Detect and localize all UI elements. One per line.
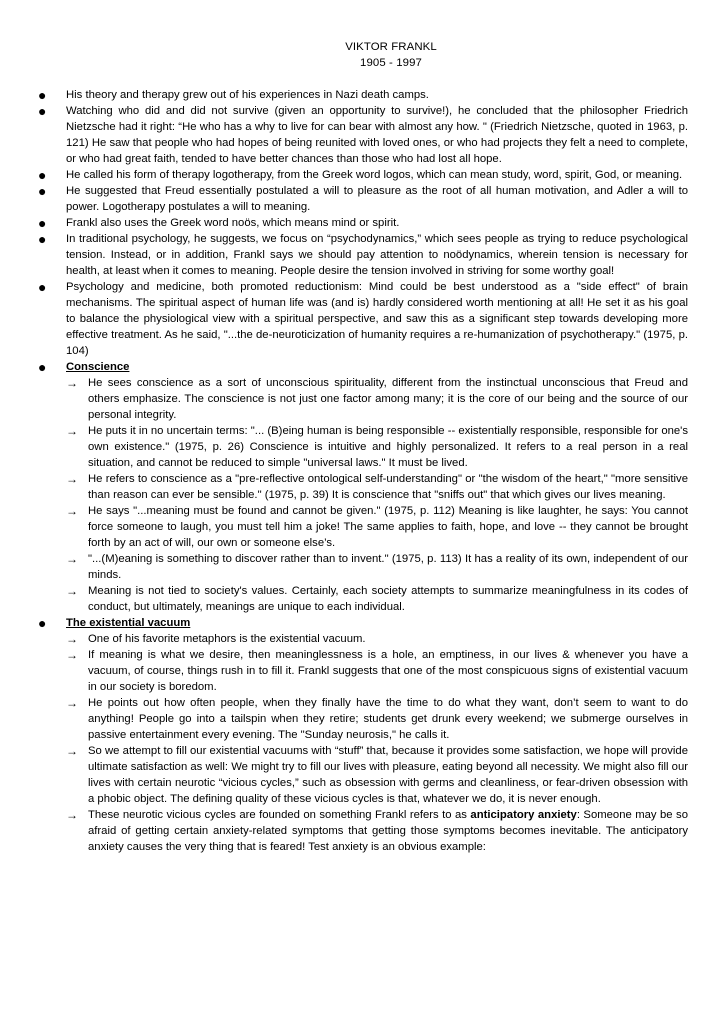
vacuum-points: [66, 631, 688, 855]
sub-list-item: [66, 695, 688, 743]
life-years: 1905 - 1997: [360, 56, 422, 69]
bullet-icon: ●: [38, 86, 47, 103]
sub-list-item: [66, 423, 688, 471]
sub-list-item: [66, 375, 688, 423]
sub-item-text: One of his favorite metaphors is the existential vacuum.: [88, 632, 366, 645]
section-heading: The existential vacuum: [66, 616, 191, 629]
sub-item-text: "...(M)eaning is something to discover rather than to invent." (1975, p. 113) It has a reality of its own, independent of our minds.: [88, 552, 688, 581]
list-item: [38, 167, 688, 183]
bullet-icon: ●: [38, 278, 47, 295]
section-conscience: [38, 359, 688, 615]
arrow-right-icon: →: [66, 375, 78, 390]
bullet-icon: ●: [38, 614, 47, 631]
list-item-text: Psychology and medicine, both promoted reductionism: Mind could be best understood as a "side effect" of brain mechanisms. The spiritual aspect of human life was (and is) hardly considered worth mentioning at all! He set it as his goal to balance the physiological view with a spiritual perspective, and saw this as a significant step towards developing more effective treatment. As he said, "...the de-neuroticization of humanity requires a re-humanization of psychotherapy." (1975, p. 104): [66, 280, 688, 357]
sub-list-item: [66, 743, 688, 807]
sub-list-item: [66, 807, 688, 855]
document-body: [38, 87, 688, 855]
bullet-icon: ●: [38, 182, 47, 199]
bullet-icon: ●: [38, 166, 47, 183]
sub-list-item: [66, 583, 688, 615]
list-item: [38, 231, 688, 279]
section-heading: Conscience: [66, 360, 130, 373]
sub-list-item: [66, 631, 688, 647]
arrow-right-icon: →: [66, 551, 78, 566]
sub-item-text: Meaning is not tied to society's values. Certainly, each society attempts to summarize meaningfulness in its codes of conduct, but ultimately, meanings are unique to each individual.: [88, 584, 688, 613]
list-item: [38, 279, 688, 359]
list-item-text: His theory and therapy grew out of his experiences in Nazi death camps.: [66, 88, 429, 101]
sub-list-item: [66, 647, 688, 695]
sub-item-text: He points out how often people, when they finally have the time to do what they want, don’t seem to want to do anything! People go into a tailspin when they retire; students get drunk every weekend; we submerge ourselves in passive entertainment every evening. The "Sunday neurosis," he calls it.: [88, 696, 688, 741]
list-item: [38, 183, 688, 215]
text-run: These neurotic vicious cycles are founded on something Frankl refers to as: [88, 808, 471, 821]
list-item-text: Frankl also uses the Greek word noös, which means mind or spirit.: [66, 216, 400, 229]
bullet-icon: ●: [38, 102, 47, 119]
sub-item-text: If meaning is what we desire, then meaninglessness is a hole, an emptiness, in our lives & whenever you have a vacuum, of course, things rush in to fill it. Frankl suggests that one of the most conspicuous signs of existential vacuum in our society is boredom.: [88, 648, 688, 693]
sub-list-item: [66, 503, 688, 551]
list-item: [38, 87, 688, 103]
list-item: [38, 215, 688, 231]
conscience-points: [66, 375, 688, 615]
arrow-right-icon: →: [66, 503, 78, 518]
list-item-text: In traditional psychology, he suggests, we focus on “psychodynamics,” which sees people as trying to reduce psychological tension. Instead, or in addition, Frankl says we should pay attention to noödynamics, wherein tension is necessary for health, at least when it comes to meaning. People desire the tension involved in striving for some worthy goal!: [66, 232, 688, 277]
list-item: [38, 103, 688, 167]
arrow-right-icon: →: [66, 807, 78, 822]
sub-item-text: So we attempt to fill our existential vacuums with “stuff” that, because it provides some satisfaction, we hope will provide ultimate satisfaction as well: We might try to fill our lives with pleasure, eating beyond all necessity. We might also fill our lives with certain neurotic “vicious cycles,” such as obsession with germs and cleanliness, or fear-driven obsession with a phobic object. The defining quality of these vicious cycles is that, whatever we do, it is never enough.: [88, 744, 688, 805]
list-item-text: He suggested that Freud essentially postulated a will to pleasure as the root of all human motivation, and Adler a will to power. Logotherapy postulates a will to meaning.: [66, 184, 688, 213]
sub-item-text: He puts it in no uncertain terms: "... (B)eing human is being responsible -- existentially responsible, responsible for one's own existence." (1975, p. 26) Conscience is intuitive and highly personalized. It refers to a real person in a real situation, and cannot be reduced to simple "universal laws." It must be lived.: [88, 424, 688, 469]
arrow-right-icon: →: [66, 631, 78, 646]
bold-term: anticipatory anxiety: [470, 808, 577, 821]
page-title: VIKTOR FRANKL: [345, 41, 437, 53]
arrow-right-icon: →: [66, 471, 78, 486]
sub-item-text: [88, 809, 688, 853]
section-existential-vacuum: [38, 615, 688, 855]
sub-list-item: [66, 471, 688, 503]
sub-item-text: He sees conscience as a sort of unconscious spirituality, different from the instinctual unconscious that Freud and others emphasize. The conscience is not just one factor among many; it is the core of our being and the source of our personal integrity.: [88, 376, 688, 421]
arrow-right-icon: →: [66, 423, 78, 438]
title-block: [94, 40, 688, 72]
bullet-icon: ●: [38, 230, 47, 247]
sub-list-item: [66, 551, 688, 583]
bullet-icon: ●: [38, 214, 47, 231]
main-bullet-list: [38, 87, 688, 855]
arrow-right-icon: →: [66, 695, 78, 710]
list-item-text: He called his form of therapy logotherapy, from the Greek word logos, which can mean study, word, spirit, God, or meaning.: [66, 168, 683, 181]
sub-item-text: He refers to conscience as a "pre-reflective ontological self-understanding" or "the wisdom of the heart," "more sensitive than reason can ever be sensible." (1975, p. 39) It is conscience that "sniffs out" that which gives our lives meaning.: [88, 472, 688, 501]
arrow-right-icon: →: [66, 743, 78, 758]
bullet-icon: ●: [38, 358, 47, 375]
arrow-right-icon: →: [66, 647, 78, 662]
arrow-right-icon: →: [66, 583, 78, 598]
sub-item-text: He says "...meaning must be found and cannot be given." (1975, p. 112) Meaning is like laughter, he says: You cannot force someone to laugh, you must tell him a joke! The same applies to faith, hope, and love -- they cannot be brought forth by an act of will, our own or someone else’s.: [88, 504, 688, 549]
text-run: : Someone may be so afraid of getting certain anxiety-related symptoms that getting those symptoms becomes inevitable. The anticipatory anxiety causes the very thing that is feared! Test anxiety is an obvious example:: [88, 808, 688, 853]
list-item-text: Watching who did and did not survive (given an opportunity to survive!), he concluded that the philosopher Friedrich Nietzsche had it right: “He who has a why to live for can bear with almost any how. " (Friedrich Nietzsche, quoted in 1963, p. 121) He saw that people who had hopes of being reunited with loved ones, or who had projects they felt a need to complete, or who had great faith, tended to have better chances than those who had lost all hope.: [66, 104, 688, 165]
